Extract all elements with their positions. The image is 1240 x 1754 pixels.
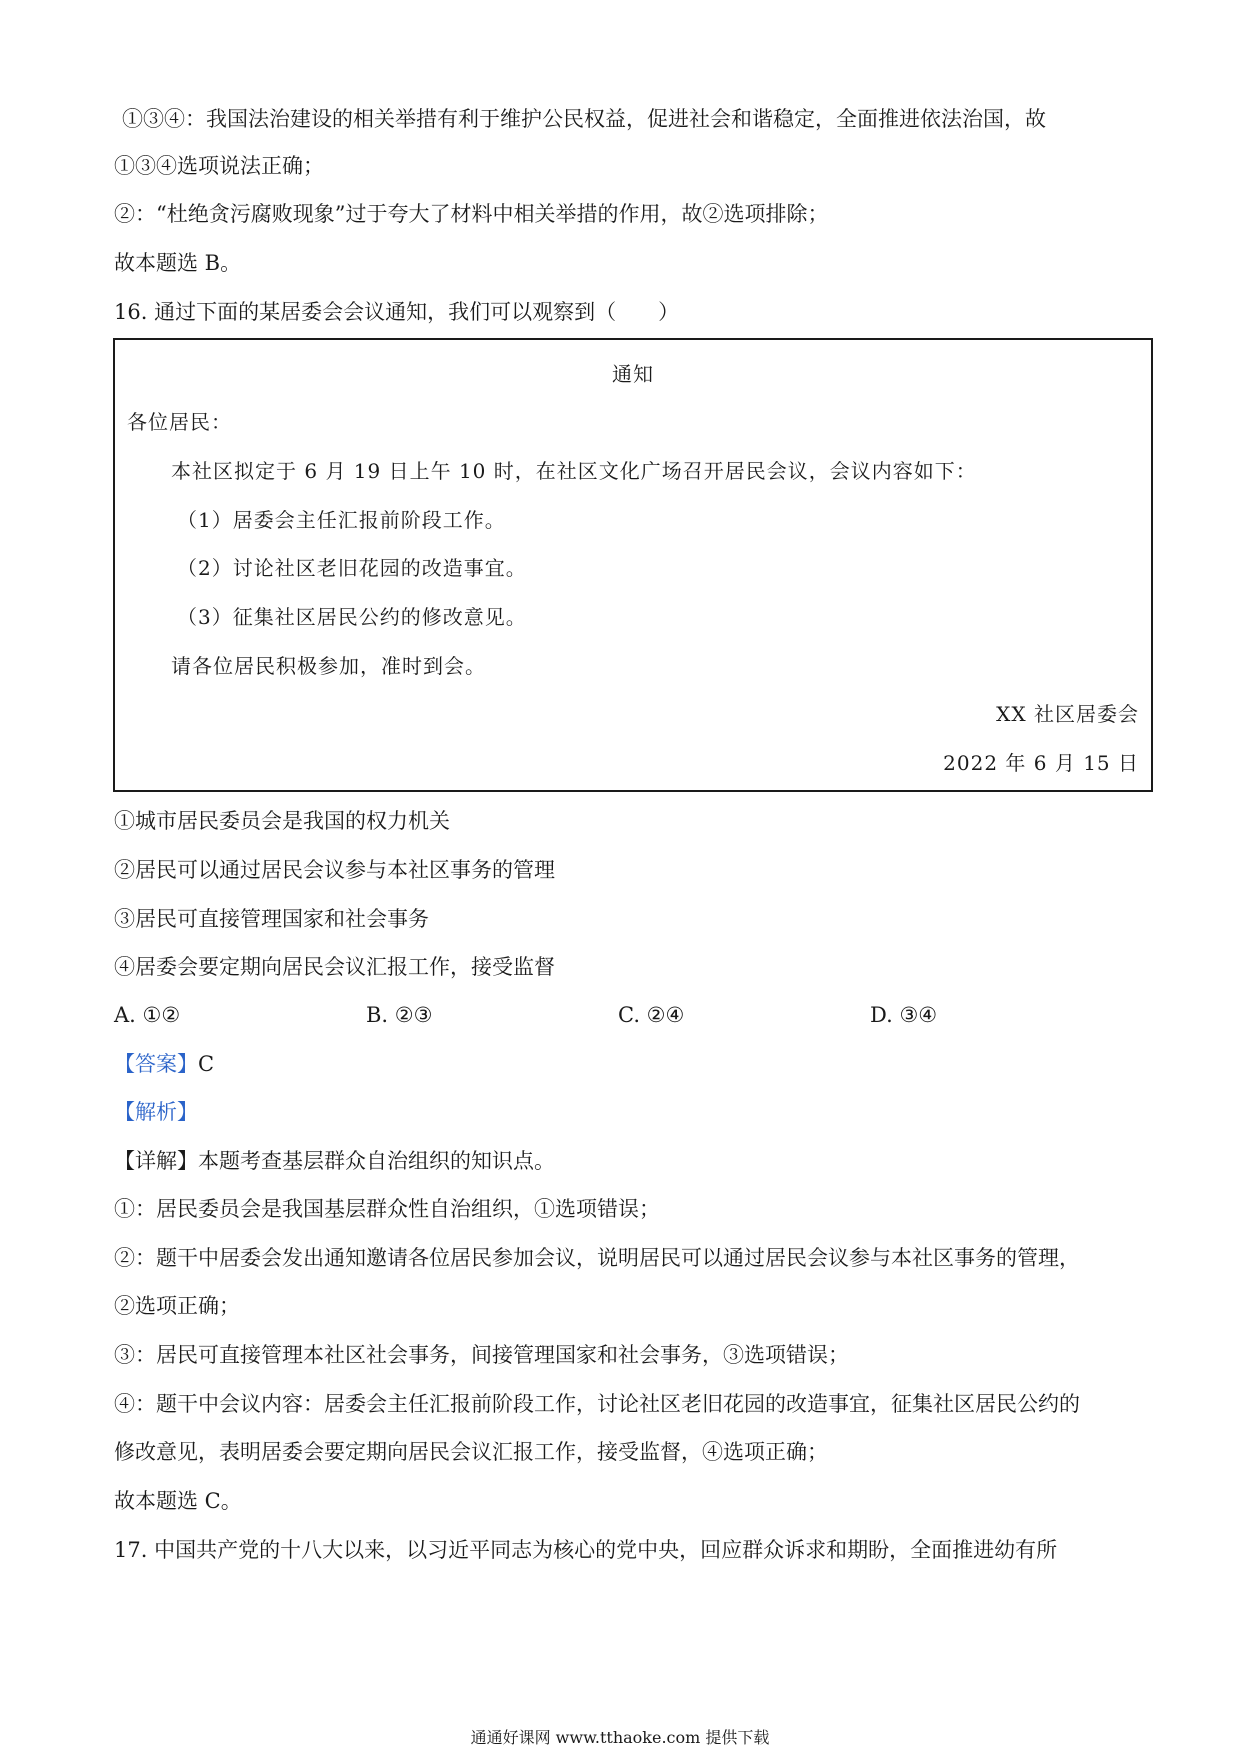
option-c: C. ②④ — [618, 1003, 685, 1027]
notice-item: （1）居委会主任汇报前阶段工作。 — [177, 508, 506, 532]
next-question-stem: 17. 中国共产党的十八大以来，以习近平同志为核心的党中央，回应群众诉求和期盼，全面推进幼有所 — [114, 1538, 1058, 1562]
detail-line: 修改意见，表明居委会要定期向居民会议汇报工作，接受监督，④选项正确； — [114, 1440, 828, 1464]
answer-row — [114, 1049, 214, 1079]
question-stem: 16. 通过下面的某居委会会议通知，我们可以观察到（ ） — [114, 300, 680, 324]
notice-box — [113, 338, 1153, 792]
statement: ④居委会要定期向居民会议汇报工作，接受监督 — [114, 955, 555, 979]
notice-item: （2）讨论社区老旧花园的改造事宜。 — [177, 556, 527, 580]
detail-line: 【详解】本题考查基层群众自治组织的知识点。 — [114, 1149, 555, 1173]
detail-line: ②：题干中居委会发出通知邀请各位居民参加会议，说明居民可以通过居民会议参与本社区事务的管理， — [114, 1246, 1080, 1270]
notice-date: 2022 年 6 月 15 日 — [943, 751, 1139, 775]
detail-line: 故本题选 C。 — [114, 1489, 242, 1513]
notice-salutation: 各位居民： — [127, 410, 232, 434]
statement: ①城市居民委员会是我国的权力机关 — [114, 809, 450, 833]
prev-answer-line-4: 故本题选 B。 — [114, 251, 242, 275]
detail-line: ④：题干中会议内容：居委会主任汇报前阶段工作，讨论社区老旧花园的改造事宜，征集社区居民公约的 — [114, 1392, 1080, 1416]
detail-line: ①：居民委员会是我国基层群众性自治组织，①选项错误； — [114, 1197, 660, 1221]
prev-answer-line-3: ②：“杜绝贪污腐败现象”过于夸大了材料中相关举措的作用，故②选项排除； — [114, 202, 829, 226]
prev-answer-line-1: ①③④：我国法治建设的相关举措有利于维护公民权益，促进社会和谐稳定，全面推进依法治国，故 — [122, 107, 1046, 131]
notice-closing: 请各位居民积极参加，准时到会。 — [171, 654, 486, 678]
prev-answer-line-2: ①③④选项说法正确； — [114, 154, 324, 178]
option-b: B. ②③ — [366, 1003, 433, 1027]
page-footer: 通通好课网 www.tthaoke.com 提供下载 — [470, 1728, 770, 1747]
notice-title: 通知 — [612, 362, 654, 386]
detail-line: ③：居民可直接管理本社区社会事务，间接管理国家和社会事务，③选项错误； — [114, 1343, 849, 1367]
analysis-label: 【解析】 — [114, 1100, 198, 1124]
option-a: A. ①② — [114, 1003, 181, 1027]
answer-label: 【答案】 — [114, 1052, 198, 1076]
statement: ②居民可以通过居民会议参与本社区事务的管理 — [114, 858, 555, 882]
answer-value: C — [198, 1052, 215, 1076]
notice-signer: XX 社区居委会 — [996, 702, 1139, 726]
notice-item: （3）征集社区居民公约的修改意见。 — [177, 605, 527, 629]
notice-body: 本社区拟定于 6 月 19 日上午 10 时，在社区文化广场召开居民会议，会议内容如下： — [171, 459, 977, 483]
detail-line: ②选项正确； — [114, 1294, 240, 1318]
statement: ③居民可直接管理国家和社会事务 — [114, 907, 429, 931]
option-d: D. ③④ — [870, 1003, 938, 1027]
